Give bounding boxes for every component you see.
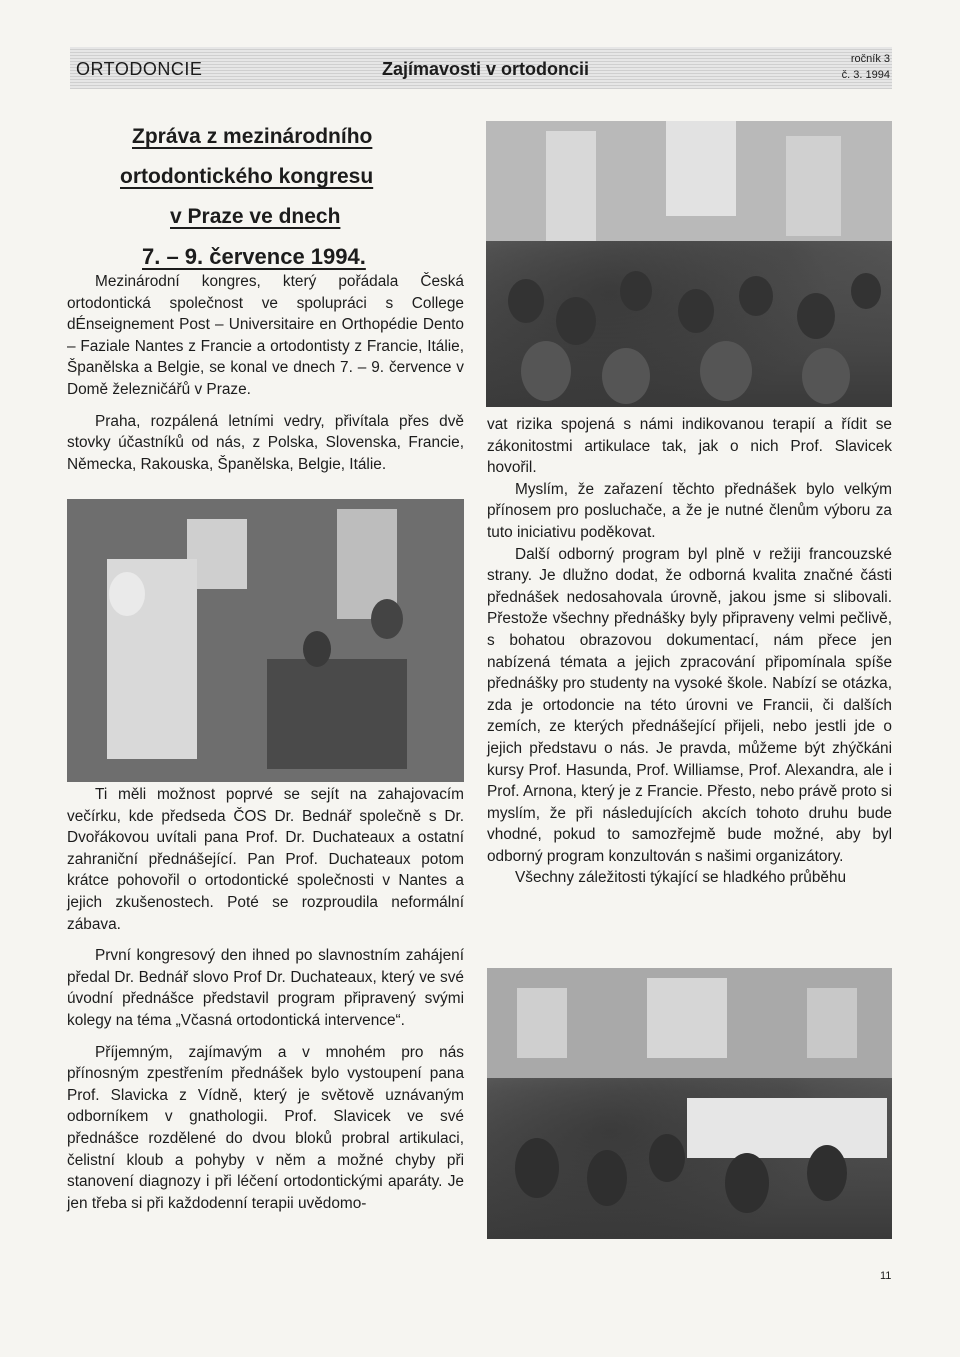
paragraph: Všechny záležitosti týkající se hladkého průběhu: [515, 869, 847, 887]
page-number: 11: [880, 1270, 892, 1282]
paragraph: Další odborný program byl plně v režiji francouzské strany. Je dlužno dodat, že odborná kvalita značné části přednášek nedosahovala úrovně, jakou jsme si slibovali. Přestože všechny přednášky byly připraveny velmi pečlivě, s bohatou obrazovou dokumentací, nám přece jen nabízená témata a jejich zpracování připomínala spíše přednášky pro studenty na vysoké škole. Nabízí se otázka, zda je ortodoncie na této úrovni ve Francii, či dalších zemích, ze kterých přednášející přijeli, nebo jestli jde o jejich představu o nás. Je pravda, můžeme být zhýčkáni kursy Prof. Hasunda, Prof. Williamse, Prof. Alexandra, ale i Prof. Arnona, který je z Francie. Přesto, nebo právě proto si myslím, že při následujících akcích tohoto druhu bude vhodné, pokud to samozřejmě bude možné, aby byl odborný program konzultován s našimi organizátory.: [487, 545, 892, 865]
title-line-3: v Praze ve dnech: [170, 205, 341, 228]
section-title: Zajímavosti v ortodoncii: [382, 59, 590, 79]
paragraph: První kongresový den ihned po slavnostním zahájení předal Dr. Bednář slovo Prof Dr. Duchateaux, který ve své úvodní přednášce představil program připravený svými kolegy na téma „Včasná ortodontická intervence“.: [67, 947, 464, 1029]
paragraph: Praha, rozpálená letními vedry, přivítala přes dvě stovky účastníků od nás, z Polska, Slovenska, Francie, Německa, Rakouska, Španělska, Belgie, Itálie.: [67, 412, 464, 473]
title-line-4: 7. – 9. července 1994.: [142, 244, 366, 269]
column-2-body: [487, 414, 892, 889]
paragraph: Mezinárodní kongres, který pořádala Česká ortodontická společnost ve spolupráci s College dÉnseignement Post – Universitaire en Orthopédie Dento – Faziale Nantes z Francie a ortodontisty z Francie, Itálie, Španělska a Belgie, se konal ve dnech 7. – 9. července v Domě železničářů v Praze.: [67, 273, 464, 398]
paragraph: Ti měli možnost poprvé se sejít na zahajovacím večírku, kde předseda ČOS Dr. Bednář společně s Dr. Dvořákovou uvítali pana Prof. Dr. Duchateaux a ostatní zahraniční přednášející. Pan Prof. Duchateaux potom krátce pohovořil o ortodontické společnosti v Nantes a jejich zkušenostech. Poté se rozproudila neformální zábava.: [67, 786, 464, 933]
paragraph: Příjemným, zajímavým a v mnohém pro nás přínosným zpestřením přednášek bylo vystoupení pana Prof. Slavicka z Vídně, který je světově uznávaným odborníkem v gnathologii. Prof. Slavicek ve své přednášce rozdělené do dvou bloků probral artikulaci, čelistní kloub a pohyby v něm a možné chyby při stanovení diagnozy i při léčení ortodontickými aparáty. Je jen třeba si při každodenní terapii uvědomo-: [67, 1043, 464, 1212]
issue-label: č. 3. 1994: [841, 69, 890, 81]
title-line-2: ortodontického kongresu: [120, 165, 374, 188]
section-name: ORTODONCIE: [76, 59, 203, 79]
column-1-body: [67, 784, 464, 1224]
reception-photo: [67, 499, 464, 782]
column-1-intro: [67, 271, 464, 485]
paragraph: vat rizika spojená s námi indikovanou terapií a řídit se zákonitostmi artikulace tak, jak o nich Prof. Slavicek hovořil.: [487, 416, 892, 477]
paragraph: Myslím, že zařazení těchto přednášek bylo velkým přínosem pro posluchače, a že je nutné členům výboru za tuto iniciativu poděkovat.: [487, 480, 892, 541]
volume-label: ročník 3: [850, 53, 890, 65]
congress-hall-photo: [486, 121, 892, 407]
issue-info: [842, 51, 890, 83]
title-line-1: Zpráva z mezinárodního: [132, 125, 373, 148]
page-header: [70, 47, 892, 89]
article-title: [118, 124, 418, 284]
lecture-audience-photo: [487, 968, 892, 1239]
